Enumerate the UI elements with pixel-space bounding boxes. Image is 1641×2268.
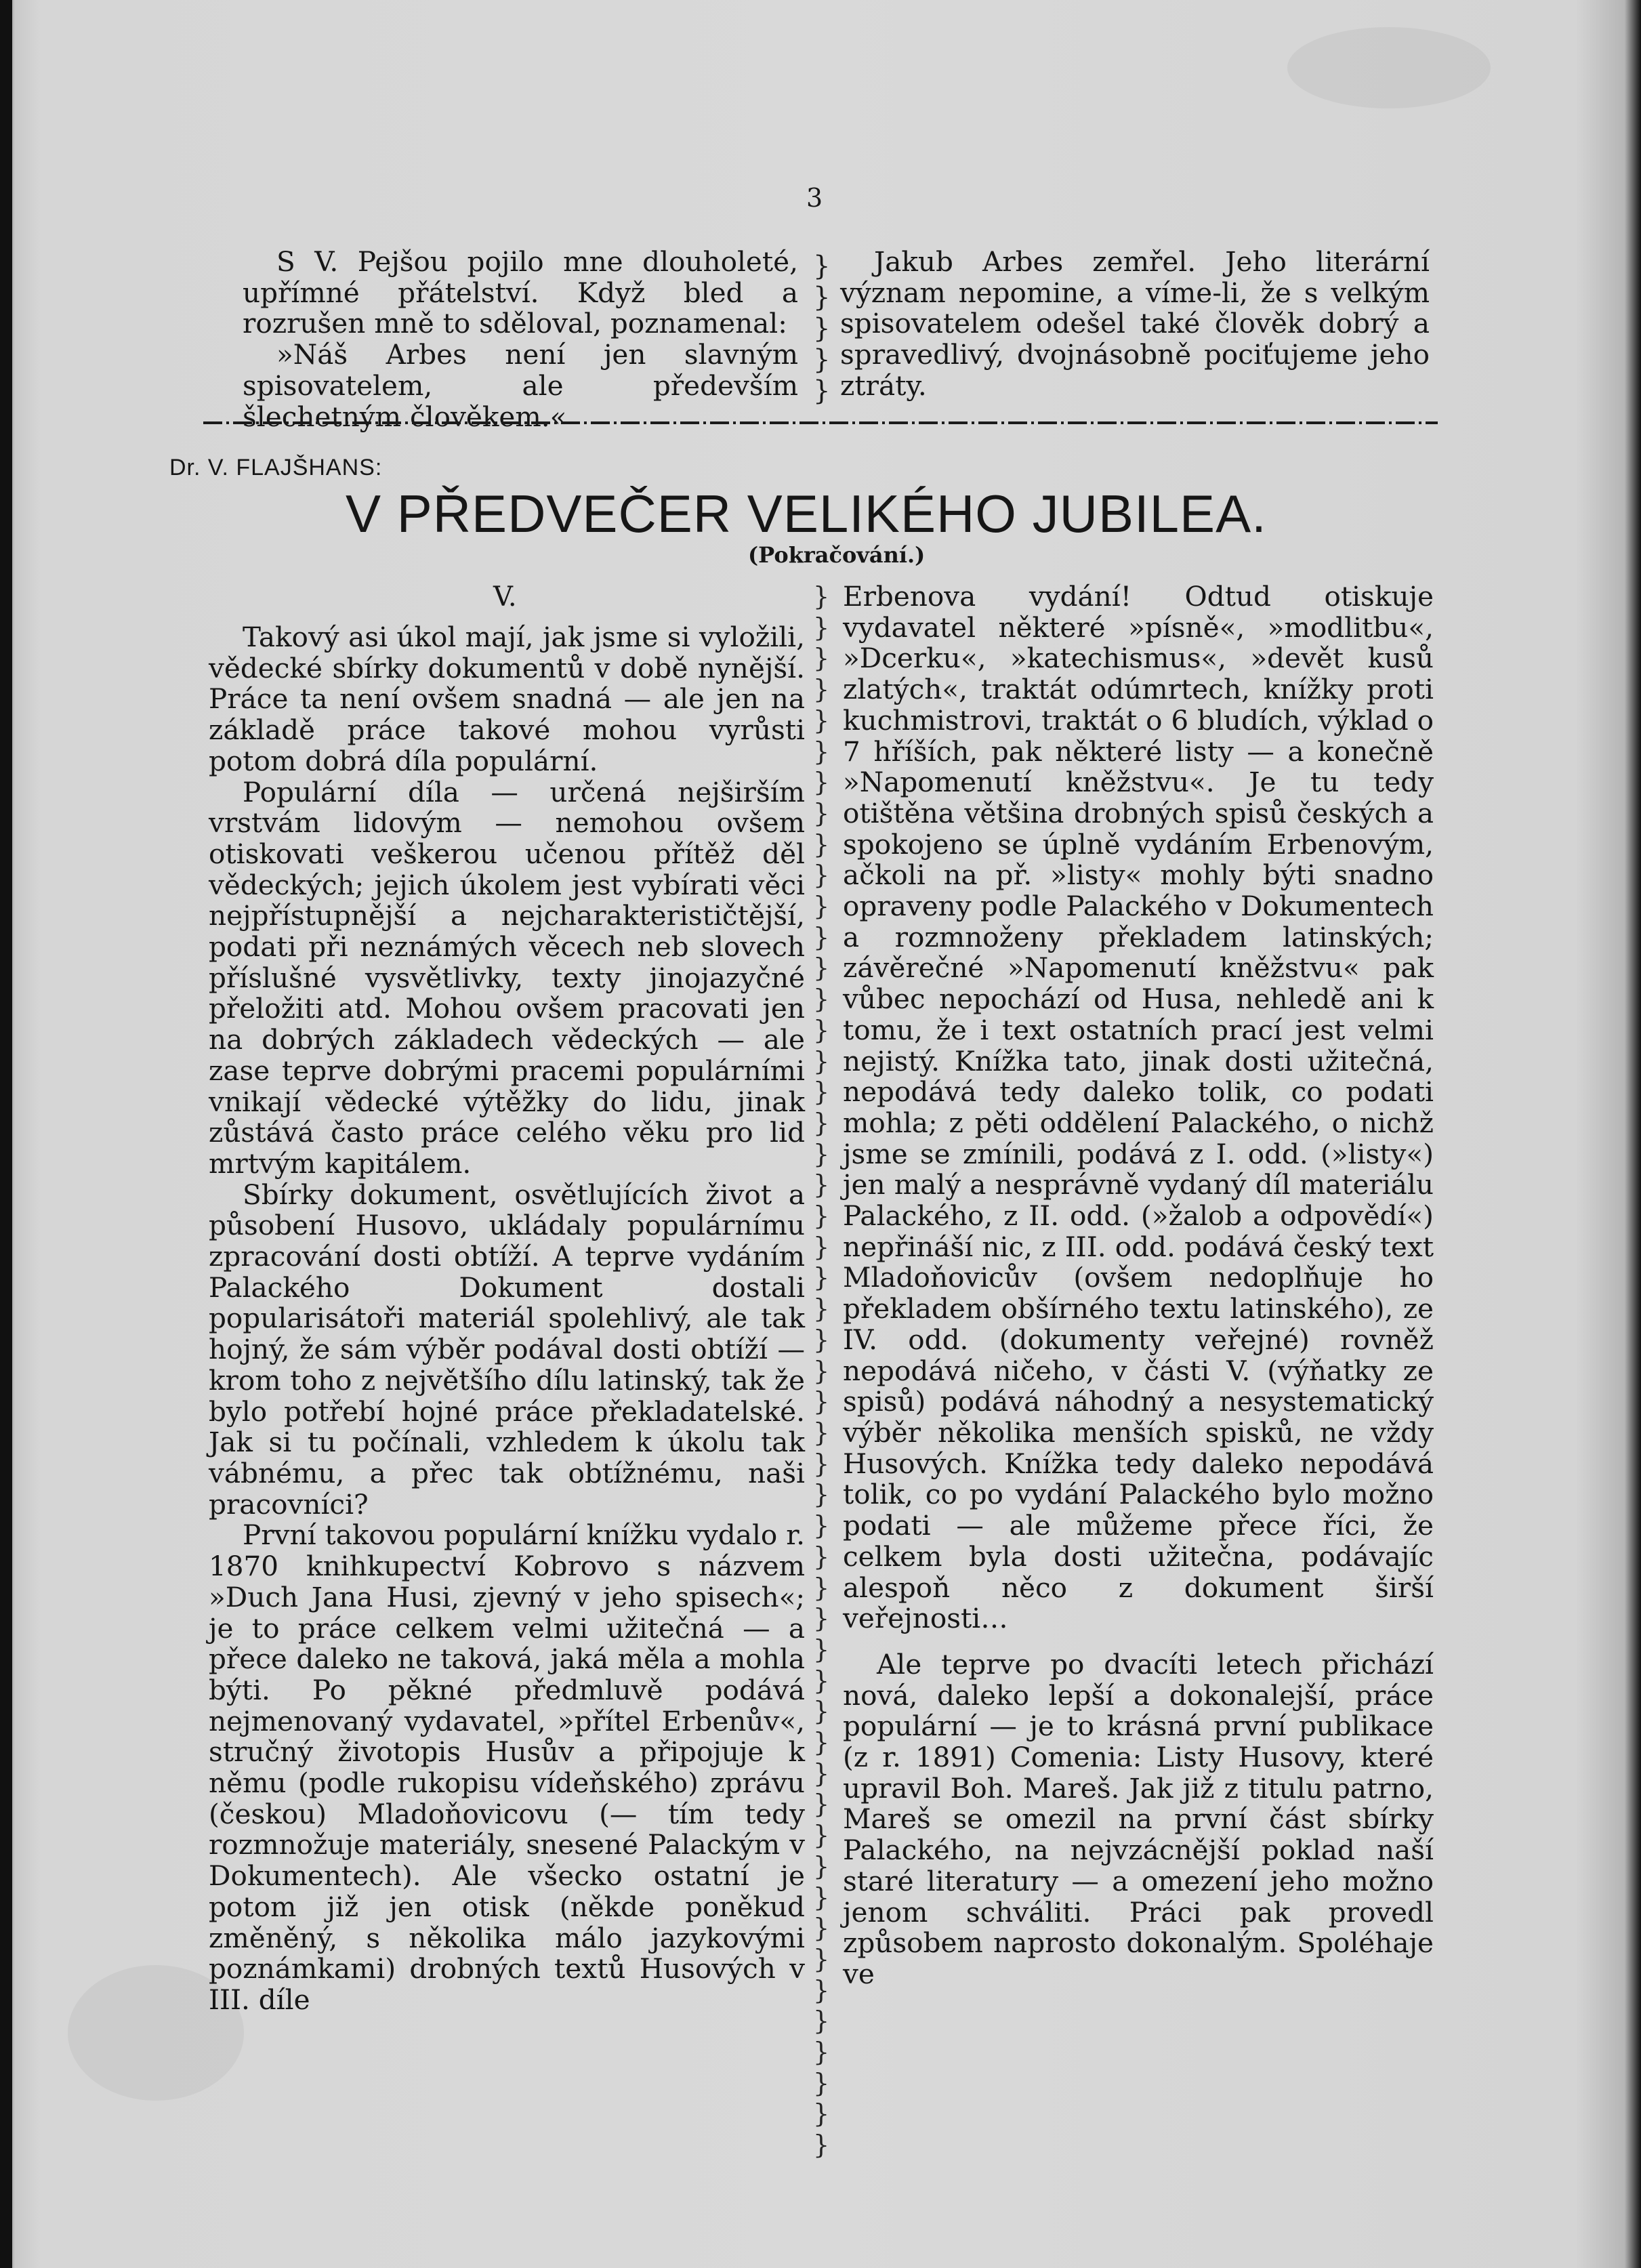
top-notice-left-quote: »Náš Arbes není jen slavným spisovatelem, ale především šlechetným člověkem.« bbox=[243, 338, 798, 433]
article-subtitle: (Pokračování.) bbox=[748, 542, 926, 568]
top-notice-right bbox=[840, 247, 1430, 402]
paragraph: Takový asi úkol mají, jak jsme si vyložili, vědecké sbírky dokumentů v době nynější. Práce ta není ovšem snadná — ale jen na základě práce takové mohou vyrůsti potom dobrá díla populární. bbox=[209, 621, 805, 777]
page-number: 3 bbox=[806, 183, 823, 213]
paragraph: Populární díla — určená nejširším vrstvám lidovým — nemohou ovšem otiskovati veškerou učenou přítěž děl vědeckých; jejich úkolem jest vybírati věci nejpřístupnější a nejcharakterističtější, podati při neznámých věcech neb slovech příslušné vysvětlivky, texty jinojazyčné přeložiti atd. Mohou ovšem pracovati jen na dobrých základech vědeckých — ale zase teprve dobrými pracemi populárními vnikají vědecké výtěžky do lidu, jinak zůstává často práce celého věku pro lid mrtvým kapitálem. bbox=[209, 775, 805, 1180]
top-notice-left bbox=[243, 247, 798, 432]
paragraph: Erbenova vydání! Odtud otiskuje vydavatel některé »písně«, »modlitbu«, »Dcerku«, »katechismus«, »devět kusů zlatých«, traktát odúmrtech, knížky proti kuchmistrovi, traktát o 6 bludích, výklad o 7 hříších, pak některé listy — a konečně »Napomenutí kněžstvu«. Je tu tedy otištěna většina drobných spisů českých a spokojeno se úplně vydáním Erbenovým, ačkoli na př. »listy« mohly býti snadno opraveny podle Palackého v Dokumentech a rozmnoženy překladem latinských; závěrečné »Napomenutí kněžstvu« pak vůbec nepochází od Husa, nehledě ani k tomu, že i text ostatních prací jest velmi nejistý. Knížka tato, jinak dosti užitečná, nepodává tedy daleko tolik, co podati mohla; z pěti oddělení Palackého, o nichž jsme se zmínili, podává z I. odd. (»listy«) jen malý a nesprávně vydaný díl materiálu Palackého, z II. odd. (»žalob a odpovědí«) nepřináší nic, z III. odd. podává český text Mladoňovicův (ovšem nedoplňuje ho překladem obšírného textu latinského), ze IV. odd. (dokumenty veřejné) rovněž nepodává ničeho, v části V. (výňatky ze spisů) podává náhodný a nesystematický výběr několika menších spisků, ne vždy Husových. Knížka tedy daleko nepodává tolik, co po vydání Palackého bylo možno podati — ale můžeme přece říci, že celkem byla dosti užitečna, podávajíc alespoň něco z dokument širší veřejnosti… bbox=[843, 580, 1434, 1635]
paragraph: Sbírky dokument, osvětlujících život a působení Husovo, ukládaly populárnímu zpracování dosti obtíží. A teprve vydáním Palackého Dokument dostali popularisátoři materiál spolehlivý, ale tak hojný, že sám výběr podával dosti obtíží — krom toho z největšího dílu latinský, tak že bylo potřebí hojné práce překladatelské. Jak si tu počínali, vzhledem k úkolu tak vábnému, a přec tak obtížnému, naši pracovníci? bbox=[209, 1178, 805, 1521]
binding-edge bbox=[0, 0, 12, 2268]
ornamental-divider bbox=[203, 418, 1438, 428]
right-column bbox=[843, 581, 1434, 1990]
section-number: V. bbox=[493, 581, 517, 613]
paragraph: Ale teprve po dvacíti letech přichází nová, daleko lepší a dokonalejší, práce populární — je to krásná první publikace (z r. 1891) Comenia: Listy Husovy, které upravil Boh. Mareš. Jak již z titulu patrno, Mareš se omezil na první část sbírky Palackého, na nejvzácnější poklad naší staré literatury — a omezení jeho možno jenom schváliti. Práci pak provedl způsobem naprosto dokonalým. Spoléhaje ve bbox=[843, 1647, 1434, 1990]
left-column bbox=[209, 622, 805, 2016]
paper-stain bbox=[1287, 27, 1491, 108]
paragraph: První takovou populární knížku vydalo r. 1870 knihkupectví Kobrovo s názvem »Duch Jana Husi, zjevný v jeho spisech«; je to práce celkem velmi užitečná — a přece daleko ne taková, jaká měla a mohla býti. Po pěkné předmluvě podává nejmenovaný vydavatel, »přítel Erbenův«, stručný životopis Husův a připojuje k němu (podle rukopisu vídeňského) zprávu (českou) Mladoňovicovu (— tím tedy rozmnožuje materiály, snesené Palackým v Dokumentech). Ale všecko ostatní je potom již jen otisk (někde poněkud změněný, s několika málo jazykovými poznámkami) drobných textů Husových v III. díle bbox=[209, 1519, 805, 2016]
column-brace-separator: } } } } } } } } } } } } } } } } } } } } } } } } } } } } } } } } } } } } } } } } } } } } } } } } } } } bbox=[813, 581, 830, 2160]
top-notice-left-paragraph: S V. Pejšou pojilo mne dlouholeté, upřímné přátelství. Když bled a rozrušen mně to sděloval, poznamenal: bbox=[243, 245, 798, 340]
article-title: V PŘEDVEČER VELIKÉHO JUBILEA. bbox=[346, 484, 1267, 543]
column-brace-separator: } } } } } bbox=[813, 251, 831, 407]
article-author: Dr. V. FLAJŠHANS: bbox=[169, 455, 383, 480]
top-notice-right-paragraph: Jakub Arbes zemřel. Jeho literární význam nepomine, a víme-li, že s velkým spisovatelem odešel také člověk dobrý a spravedlivý, dvojnásobně pociťujeme jeho ztráty. bbox=[840, 245, 1430, 402]
